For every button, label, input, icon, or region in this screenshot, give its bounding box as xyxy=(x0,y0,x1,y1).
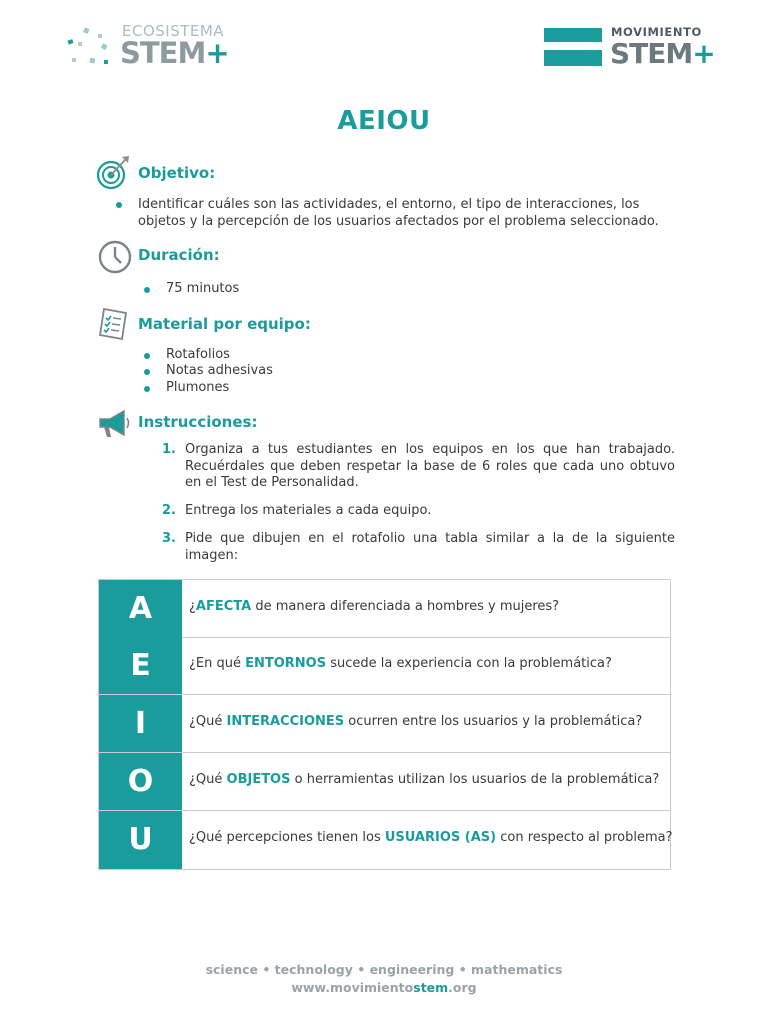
aeiou-question: ¿Qué OBJETOS o herramientas utilizan los usuarios de la problemática? xyxy=(189,772,660,787)
objetivo-bullet xyxy=(116,202,122,208)
aeiou-letter: U xyxy=(99,811,182,869)
material-item: Notas adhesivas xyxy=(166,363,273,378)
megaphone-icon xyxy=(96,406,132,442)
logo-left-main: STEM+ xyxy=(120,36,229,70)
aeiou-question: ¿Qué percepciones tienen los USUARIOS (AS) con respecto al problema? xyxy=(189,830,673,845)
ecosistema-stem-logo xyxy=(64,20,234,72)
logo-right-subtitle: MOVIMIENTO xyxy=(611,25,702,39)
confetti-icon xyxy=(64,24,112,68)
page-title: AEIOU xyxy=(337,106,431,136)
aeiou-row-a xyxy=(99,580,670,638)
aeiou-question: ¿Qué INTERACCIONES ocurren entre los usuarios y la problemática? xyxy=(189,714,643,729)
material-item: Rotafolios xyxy=(166,347,230,362)
logo-left-subtitle: ECOSISTEMA xyxy=(122,22,225,40)
instruccion-text: Pide que dibujen en el rotafolio una tabla similar a la de la siguiente imagen: xyxy=(185,531,675,563)
aeiou-row-o xyxy=(99,753,670,811)
instruccion-text: Entrega los materiales a cada equipo. xyxy=(185,503,432,518)
instruccion-number: 3. xyxy=(162,531,176,546)
material-heading: Material por equipo: xyxy=(138,315,311,333)
aeiou-letter: O xyxy=(99,753,182,810)
logo-right-main: STEM+ xyxy=(610,37,715,70)
aeiou-letter: A xyxy=(99,580,182,637)
material-bullet xyxy=(144,353,150,359)
instruccion-text: Organiza a tus estudiantes en los equipos en los que han trabajado. Recuérdales que deben respetar la base de 6 roles que cada uno obtuvo en el Test de Personalidad. xyxy=(185,442,675,490)
aeiou-question: ¿AFECTA de manera diferenciada a hombres y mujeres? xyxy=(189,599,560,614)
aeiou-letter: E xyxy=(99,637,182,694)
stripes-icon xyxy=(544,28,602,66)
material-bullet xyxy=(144,386,150,392)
checklist-icon xyxy=(96,305,132,341)
instruccion-number: 2. xyxy=(162,503,176,518)
aeiou-question: ¿En qué ENTORNOS sucede la experiencia con la problemática? xyxy=(189,656,612,671)
objetivo-heading: Objetivo: xyxy=(138,164,216,182)
material-item: Plumones xyxy=(166,380,230,395)
instruccion-number: 1. xyxy=(162,442,176,457)
instrucciones-heading: Instrucciones: xyxy=(138,413,258,431)
footer-tagline: science • technology • engineering • mathematics xyxy=(205,962,563,977)
movimiento-stem-logo xyxy=(544,22,714,72)
duracion-item: 75 minutos xyxy=(166,281,240,296)
duracion-bullet xyxy=(144,287,150,293)
material-bullet xyxy=(144,369,150,375)
aeiou-row-i xyxy=(99,695,670,753)
footer-url: www.movimientostem.org xyxy=(291,980,477,995)
aeiou-row-e xyxy=(99,637,670,695)
duracion-heading: Duración: xyxy=(138,246,220,264)
target-icon xyxy=(96,154,132,190)
aeiou-row-u xyxy=(99,811,673,869)
objetivo-text: Identificar cuáles son las actividades, el entorno, el tipo de interacciones, los objetos y la percepción de los usuarios afectados por el problema seleccionado. xyxy=(138,197,659,229)
clock-icon xyxy=(97,239,133,275)
aeiou-letter: I xyxy=(99,695,182,752)
aeiou-table xyxy=(98,579,671,870)
